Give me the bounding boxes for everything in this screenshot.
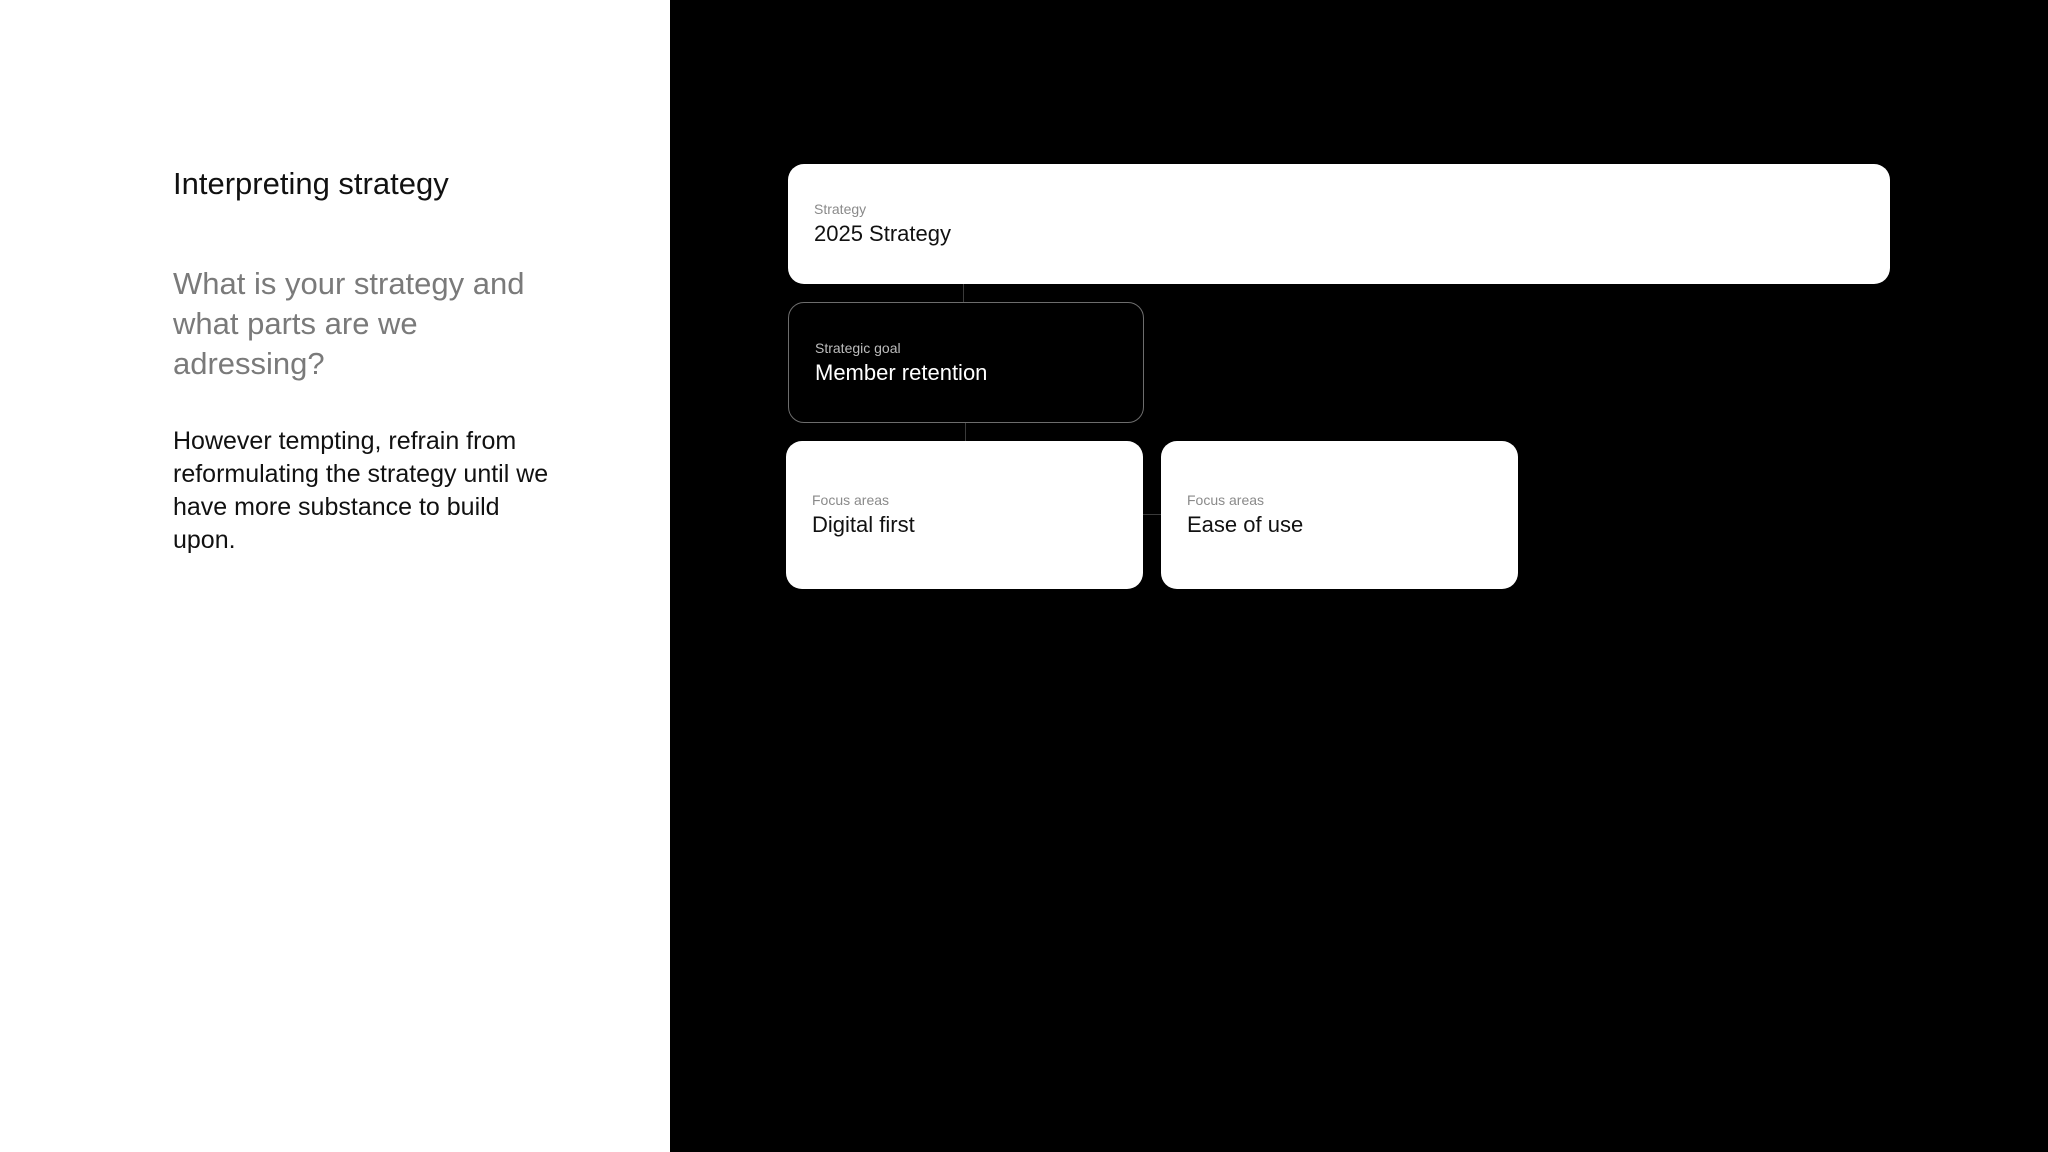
connector-goal-focus (965, 423, 966, 441)
node-title: Digital first (812, 512, 915, 537)
node-type-label: Focus areas (1187, 492, 1265, 508)
advice-text: However tempting, refrain from reformulating the strategy until we have more substance to build upon. (173, 427, 549, 554)
diagram-panel (670, 0, 2048, 1152)
node-title: Ease of use (1187, 512, 1304, 537)
focus-area-node-ease-of-use[interactable] (1161, 441, 1518, 589)
page-title: Interpreting strategy (173, 166, 449, 201)
focus-area-node-digital-first[interactable] (786, 441, 1143, 589)
node-type-label: Strategic goal (815, 339, 901, 356)
connector-strategy-goal (963, 284, 964, 302)
node-title: 2025 Strategy (814, 221, 951, 246)
node-type-label: Strategy (814, 201, 867, 217)
strategic-goal-node[interactable] (788, 302, 1144, 423)
node-type-label: Focus areas (812, 492, 890, 508)
connector-focus-focus (1143, 514, 1161, 515)
left-panel (0, 0, 670, 1152)
strategy-question: What is your strategy and what parts are we adressing? (173, 266, 525, 381)
strategy-node[interactable] (788, 164, 1890, 284)
node-title: Member retention (815, 359, 988, 385)
